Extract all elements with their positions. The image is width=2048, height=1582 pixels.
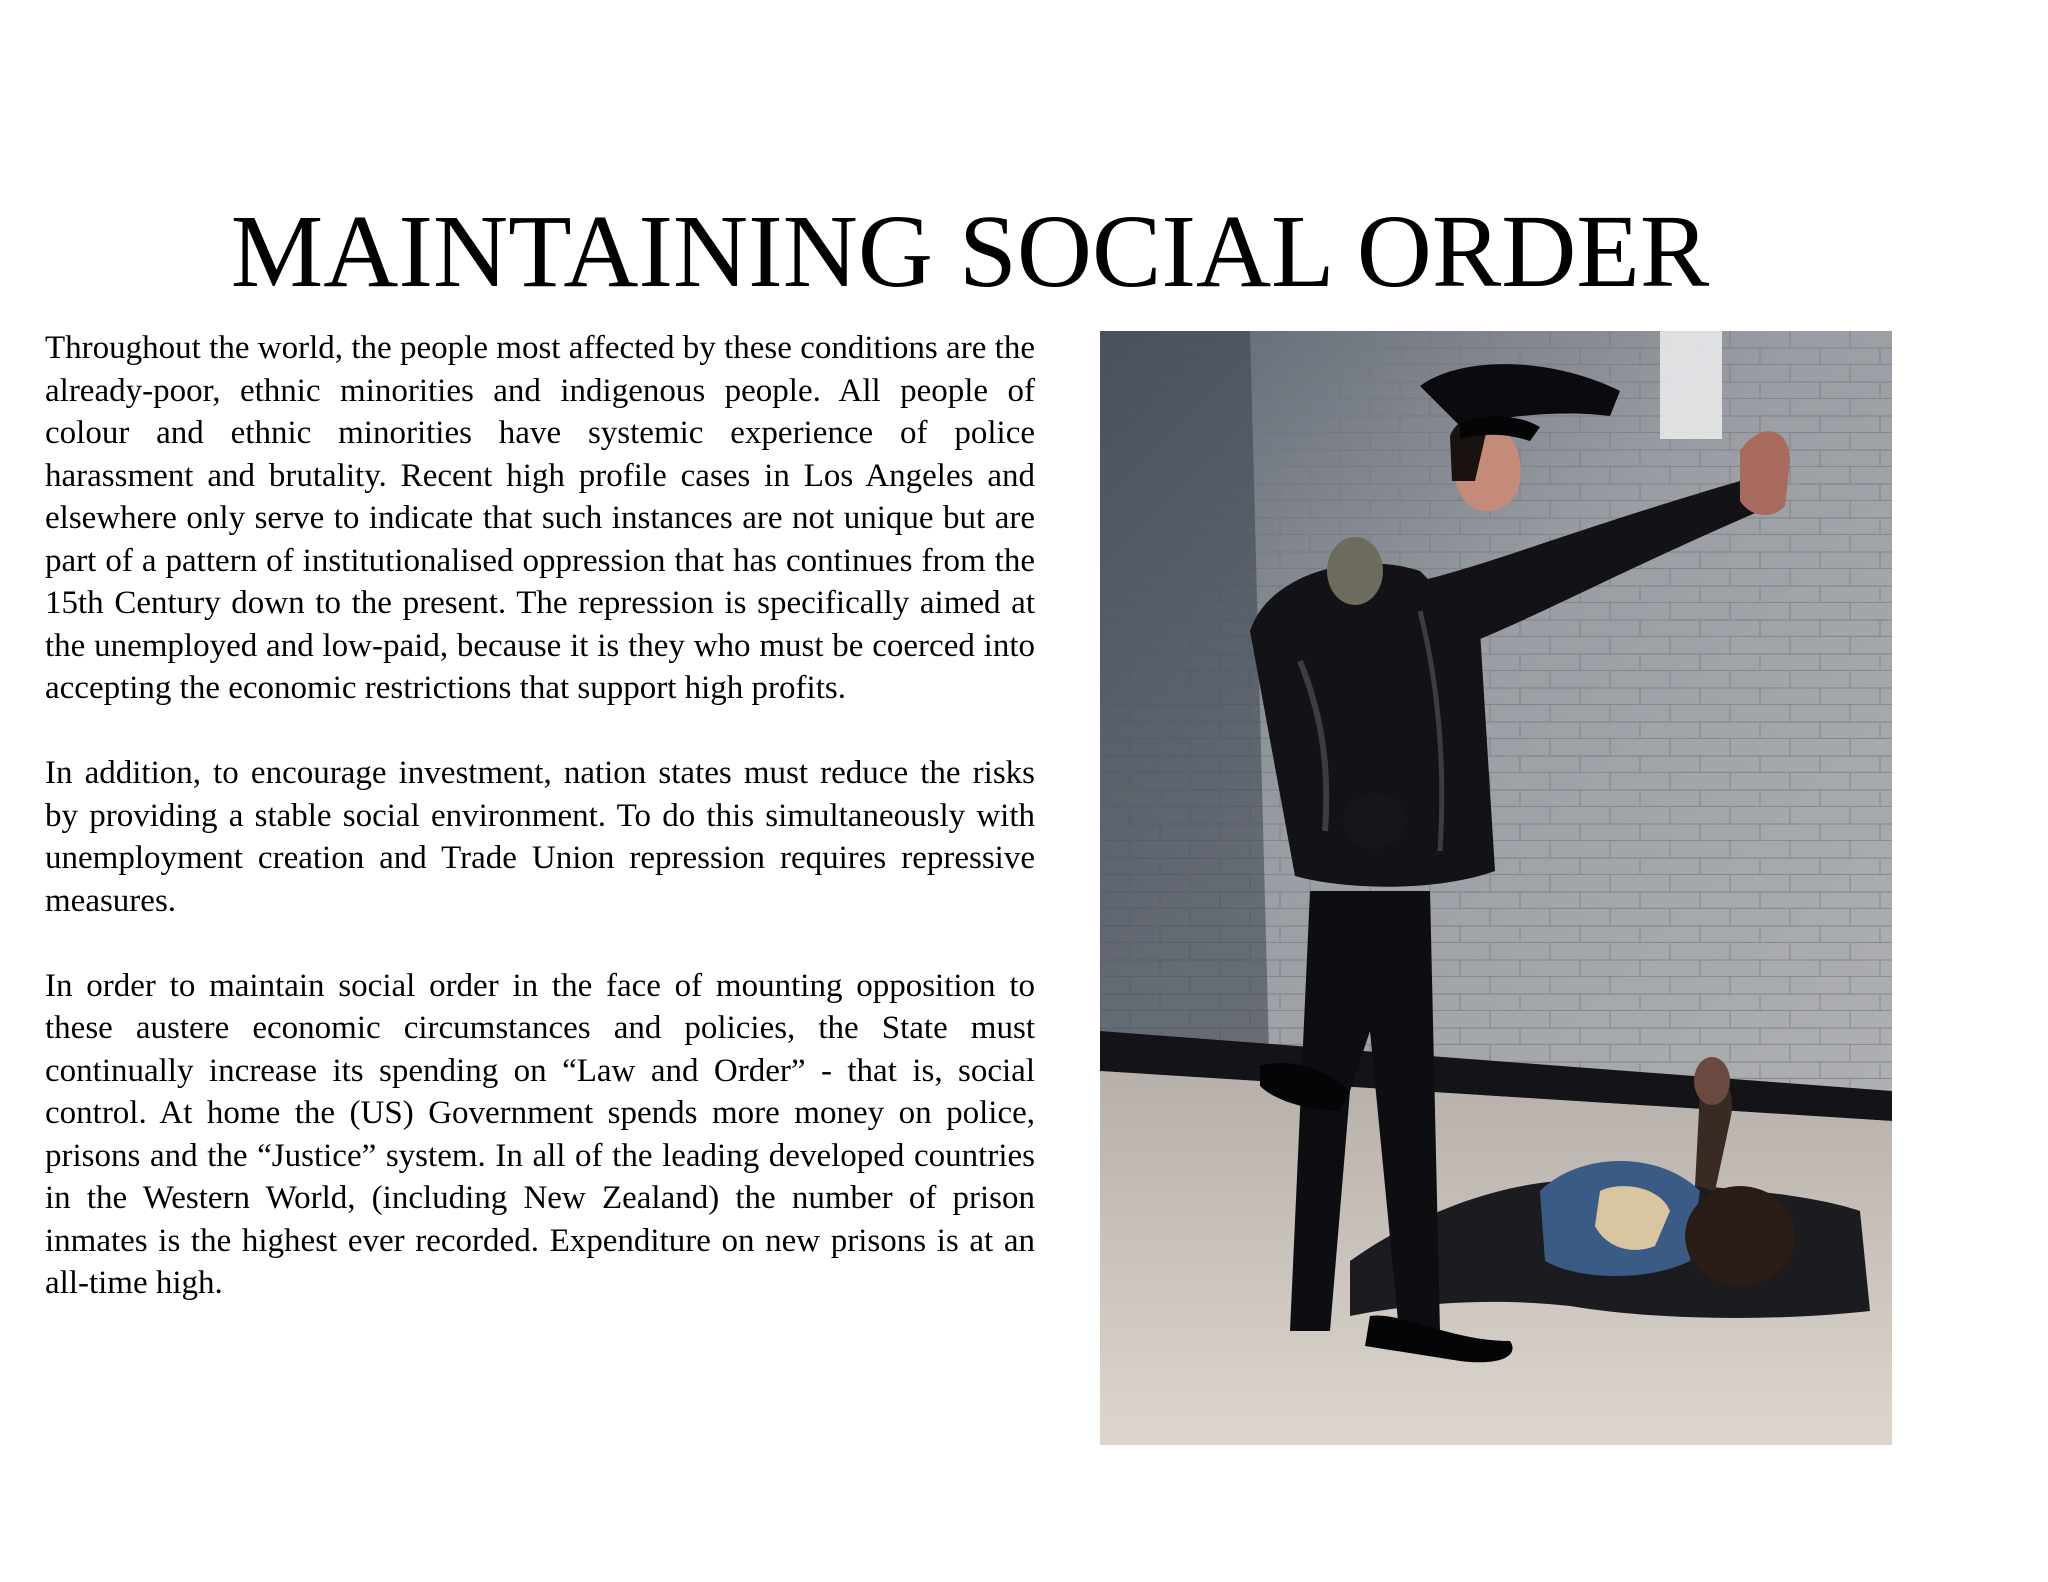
- wall-notice: [1660, 331, 1722, 439]
- photo-illustration: [1100, 331, 1892, 1445]
- photo: [1100, 331, 1892, 1445]
- paragraph-3: In order to maintain social order in the face of mounting opposition to these austere economic circumstances and policies, the State must continually increase its spending on “Law and Order” - that is, social control. At home the (US) Government spends more money on police, prisons and the “Justice” system. In all of the leading developed countries in the Western World, (including New Zealand) the number of prison inmates is the highest ever recorded. Expenditure on new prisons is at an all-time high.: [45, 967, 1035, 1301]
- page-title: MAINTAINING SOCIAL ORDER: [230, 194, 1710, 309]
- body-text: [45, 327, 1035, 1347]
- paragraph-1: Throughout the world, the people most affected by these conditions are the already-poor, ethnic minorities and indigenous people. All people of colour and ethnic minorities have systemic experience of police harassment and brutality. Recent high profile cases in Los Angeles and elsewhere only serve to indicate that such instances are not unique but are part of a pattern of institutionalised oppression that has continues from the 15th Century down to the present. The repression is specifically aimed at the unemployed and low-paid, because it is they who must be coerced into accepting the economic restrictions that support high profits.: [45, 330, 1035, 706]
- paragraph-2: In addition, to encourage investment, nation states must reduce the risks by providing a stable social environment. To do this simultaneously with unemployment creation and Trade Union repression requires repressive measures.: [45, 755, 1035, 919]
